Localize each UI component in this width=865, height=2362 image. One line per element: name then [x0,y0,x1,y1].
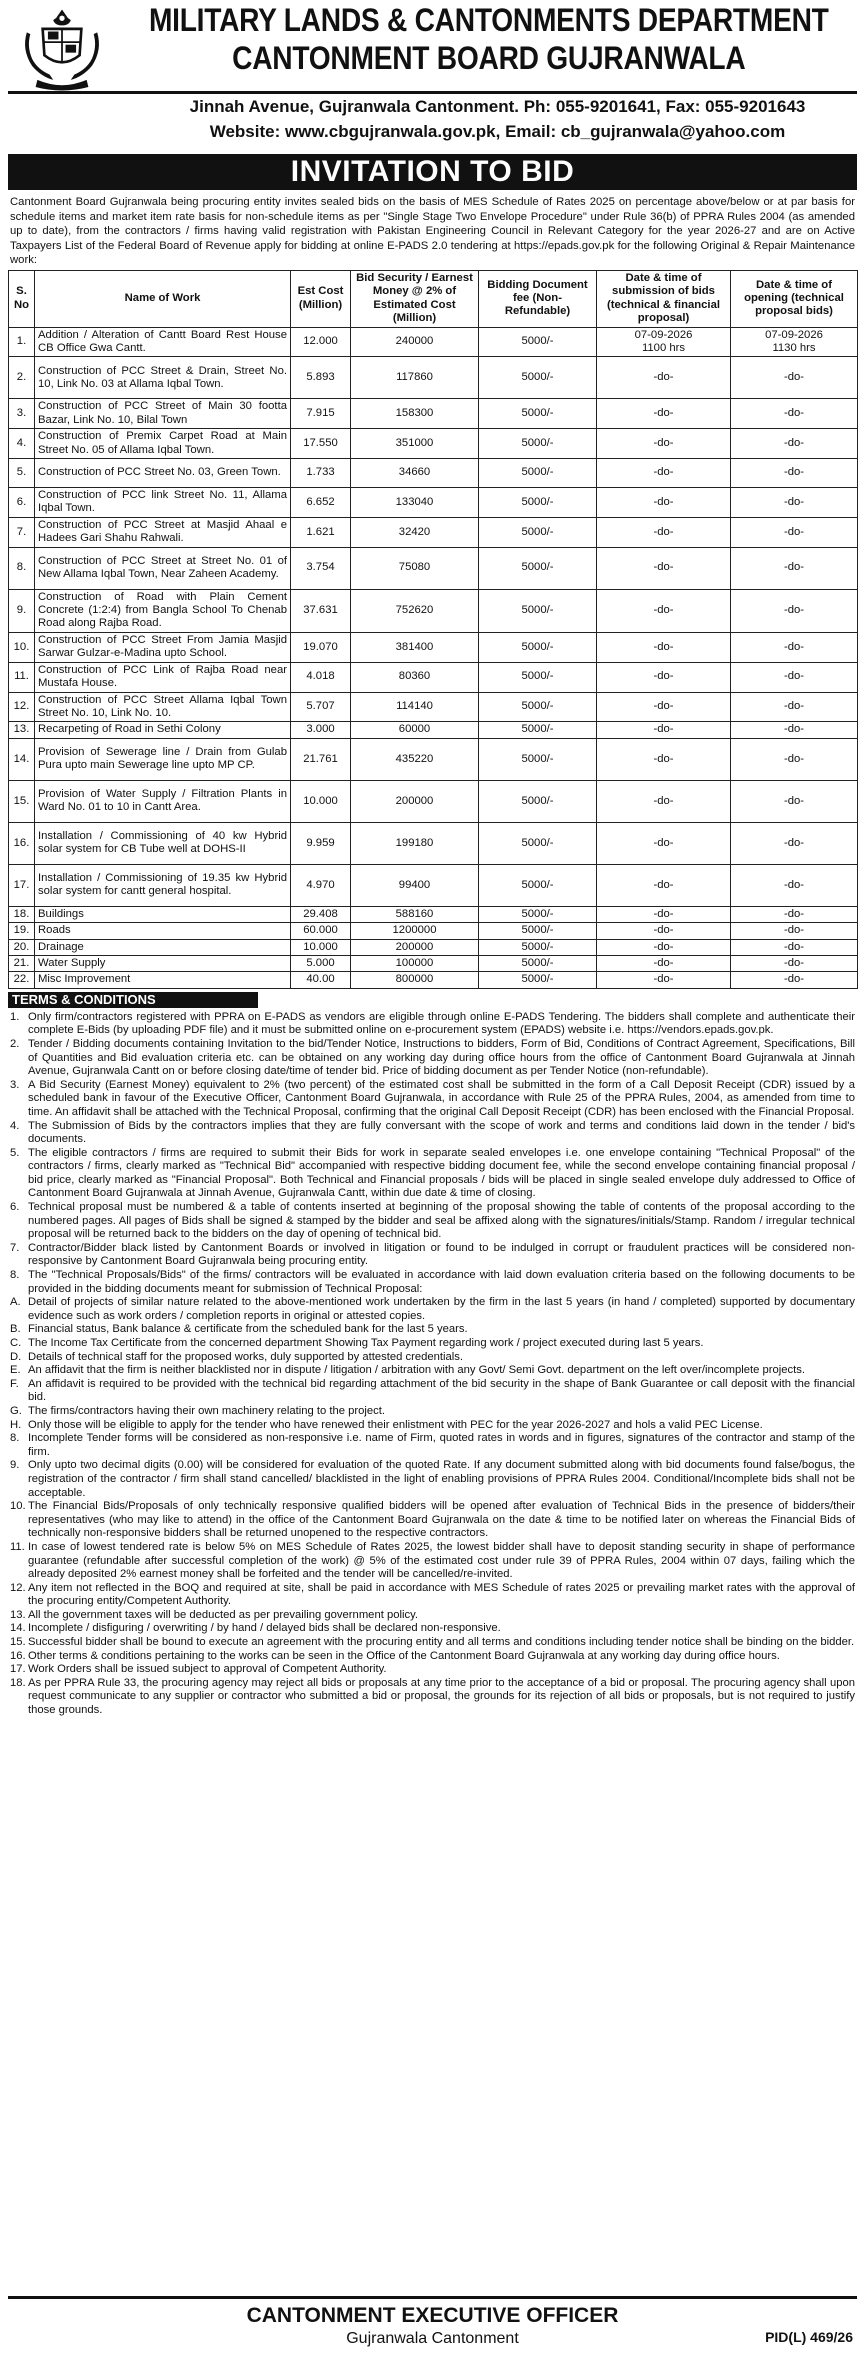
cell-sno: 3. [9,399,35,429]
cell-submission-date: -do- [597,662,731,692]
cell-document-fee: 5000/- [479,923,597,939]
header-submission-date: Date & time of submission of bids (technical & financial proposal) [597,270,731,327]
term-text: Financial status, Bank balance & certificate from the scheduled bank for the last 5 years. [28,1323,468,1336]
cell-name-of-work: Construction of PCC Street No. 03, Green Town. [35,459,291,488]
cell-document-fee: 5000/- [479,632,597,662]
cell-name-of-work: Construction of PCC Street & Drain, Street No. 10, Link No. 03 at Allama Iqbal Town. [35,357,291,399]
term-number: 11. [10,1540,25,1553]
cell-sno: 17. [9,864,35,906]
term-text: In case of lowest tendered rate is below 5% on MES Schedule of Rates 2025, the lowest bidder shall have to deposit standing security in shape of performance guarantee (refundable after successful completion of the work) @ 5% of the estimated cost under rule 39 of PPRA Rules, 2004 within 07 days, failing which the already deposited 2% earnest money shall be forfeited and the tender will be cancelled/re-invited. [28,1540,855,1581]
cell-document-fee: 5000/- [479,692,597,722]
cell-sno: 12. [9,692,35,722]
cell-bid-security: 200000 [351,939,479,955]
term-item [10,1337,855,1351]
cell-bid-security: 199180 [351,822,479,864]
cell-est-cost: 3.754 [291,547,351,589]
term-text: The eligible contractors / firms are required to submit their Bids for work in separate sealed envelopes i.e. one envelope containing "Technical Proposal" of the contractors / firms, clearly marked as "Technical Bid" accompanied with respective bidding document fee, while the second envelope containing financial proposal / bid price, clearly marked as "Financial Proposal". Both Technical and Financial proposals / bids will be placed in single sealed envelope duly addressed to Office of Cantonment Board Gujranwala at Jinnah Avenue, Gujranwala Cantt, within due date & time of closing. [28,1146,855,1200]
term-text: The Submission of Bids by the contractors implies that they are fully conversant with the scope of work and terms and conditions laid down in the tender / bid's documents. [28,1119,855,1146]
cell-name-of-work: Construction of PCC Street at Street No. 01 of New Allama Iqbal Town, Near Zaheen Academy. [35,547,291,589]
cell-bid-security: 435220 [351,738,479,780]
cell-opening-date: -do- [731,429,858,459]
signatory-title: CANTONMENT EXECUTIVE OFFICER [246,2304,619,2327]
cell-name-of-work: Water Supply [35,955,291,971]
cell-est-cost: 1.621 [291,517,351,547]
cell-name-of-work: Roads [35,923,291,939]
cell-sno: 14. [9,738,35,780]
cell-document-fee: 5000/- [479,517,597,547]
cell-est-cost: 17.550 [291,429,351,459]
cell-submission-date: -do- [597,692,731,722]
cell-name-of-work: Construction of PCC Street at Masjid Ahaal e Hadees Gari Shahu Rahwali. [35,517,291,547]
table-row [9,459,858,488]
cell-name-of-work: Construction of PCC Link of Rajba Road near Mustafa House. [35,662,291,692]
table-row [9,955,858,971]
cell-document-fee: 5000/- [479,906,597,922]
term-item [10,1609,855,1623]
cell-name-of-work: Construction of Premix Carpet Road at Main Street No. 05 of Allama Iqbal Town. [35,429,291,459]
cell-bid-security: 158300 [351,399,479,429]
term-text: The firms/contractors having their own machinery relating to the project. [28,1404,386,1417]
signatory-location: Gujranwala Cantonment [346,2330,519,2347]
cell-bid-security: 200000 [351,780,479,822]
cell-opening-date: -do- [731,780,858,822]
cell-sno: 10. [9,632,35,662]
table-row [9,399,858,429]
term-item [10,1500,855,1541]
term-text: Any item not reflected in the BOQ and required at site, shall be paid in accordance with MES Schedule of rates 2025 or prevailing market rates with the approval of the procuring entity/Competent Authority. [28,1581,855,1608]
cell-document-fee: 5000/- [479,589,597,632]
term-item [10,1405,855,1419]
cell-bid-security: 117860 [351,357,479,399]
cell-bid-security: 75080 [351,547,479,589]
cell-opening-date: 07-09-2026 1130 hrs [731,327,858,357]
term-number: 18. [10,1676,26,1689]
cell-name-of-work: Provision of Water Supply / Filtration Plants in Ward No. 01 to 10 in Cantt Area. [35,780,291,822]
cell-document-fee: 5000/- [479,822,597,864]
cell-document-fee: 5000/- [479,357,597,399]
term-number: 15. [10,1636,26,1649]
cell-bid-security: 80360 [351,662,479,692]
cell-est-cost: 40.00 [291,972,351,988]
cell-document-fee: 5000/- [479,939,597,955]
cell-document-fee: 5000/- [479,864,597,906]
term-text: A Bid Security (Earnest Money) equivalent to 2% (two percent) of the estimated cost shall be submitted in the form of a Call Deposit Receipt (CDR) issued by a scheduled bank in favour of the Executive Officer, Cantonment Board Gujranwala, in accordance with Rule 25 of the PPRA Rules, 2004, as amended from time to time. An affidavit shall be attached with the Technical Proposal, confirming that the original Call Deposit Receipt (CDR) has been enclosed with the Financial Proposal. [28,1078,855,1118]
cell-submission-date: -do- [597,488,731,518]
term-item [10,1677,855,1718]
term-text: Only firm/contractors registered with PPRA on E-PADS as vendors are eligible through online E-PADS Tendering. The bidders shall complete and authenticate their complete E-Bids (by uploading PDF file) and it must be submitted online on e-procurement system (EPADS) website i.e. https://vendors.epads.gov.pk. [28,1010,855,1037]
cell-name-of-work: Misc Improvement [35,972,291,988]
terms-list [10,1011,855,1718]
cell-document-fee: 5000/- [479,738,597,780]
cell-opening-date: -do- [731,722,858,738]
term-item [10,1201,855,1242]
cell-opening-date: -do- [731,864,858,906]
term-text: As per PPRA Rule 33, the procuring agency may reject all bids or proposals at any time prior to the acceptance of a bid or proposal. The procuring agency shall upon request communicate to any supplier or contractor who submitted a bid or proposal, the grounds for its rejection of all bids or proposals, but is not required to justify those grounds. [28,1676,855,1717]
term-number: 12. [10,1581,26,1594]
cell-opening-date: -do- [731,547,858,589]
term-text: Work Orders shall be issued subject to approval of Competent Authority. [28,1663,387,1676]
cell-est-cost: 12.000 [291,327,351,357]
cell-submission-date: -do- [597,822,731,864]
term-text: Technical proposal must be numbered & a table of contents inserted at beginning of the proposal showing the table of contents of the proposal according to the numbered pages. All pages of Bids shall be signed & stamped by the bidder and seal be affixed along with the signatures/initials/Stamp. Random / irregular technical proposal will be returned back to the bidders on the day of opening of technical bid. [28,1201,855,1241]
works-table-body [9,327,858,988]
term-item [10,1351,855,1365]
table-row [9,429,858,459]
term-number: 14. [10,1622,26,1635]
table-row [9,722,858,738]
term-item [10,1378,855,1405]
cell-name-of-work: Construction of PCC link Street No. 11, Allama Iqbal Town. [35,488,291,518]
term-item [10,1636,855,1650]
term-item [10,1242,855,1269]
term-number: 2. [10,1037,20,1050]
cell-submission-date: -do- [597,459,731,488]
cell-opening-date: -do- [731,459,858,488]
term-item [10,1364,855,1378]
term-number: 1. [10,1010,20,1023]
cell-submission-date: -do- [597,864,731,906]
cell-document-fee: 5000/- [479,780,597,822]
cell-submission-date: -do- [597,357,731,399]
table-row [9,864,858,906]
cell-est-cost: 7.915 [291,399,351,429]
term-number: F. [10,1377,19,1390]
cell-est-cost: 10.000 [291,780,351,822]
cell-name-of-work: Provision of Sewerage line / Drain from Gulab Pura upto main Sewerage line upto MP CP. [35,738,291,780]
cell-bid-security: 752620 [351,589,479,632]
cell-bid-security: 34660 [351,459,479,488]
cell-submission-date: -do- [597,972,731,988]
cell-opening-date: -do- [731,662,858,692]
term-text: Detail of projects of similar nature related to the above-mentioned work undertaken by the firm in the last 5 years (in hand / completed) supported by documentary evidence such as work orders / completion reports in original or attested copies. [28,1296,855,1322]
cell-bid-security: 588160 [351,906,479,922]
term-item [10,1296,855,1323]
office-address: Jinnah Avenue, Gujranwala Cantonment. Ph: 055-9201641, Fax: 055-9201643 [189,97,806,116]
cell-bid-security: 99400 [351,864,479,906]
term-item [10,1147,855,1201]
cell-submission-date: -do- [597,738,731,780]
term-number: 4. [10,1119,20,1132]
cell-opening-date: -do- [731,488,858,518]
cell-submission-date: -do- [597,429,731,459]
cell-document-fee: 5000/- [479,955,597,971]
pid-number: PID(L) 469/26 [765,2329,853,2345]
term-number: 8. [10,1269,20,1282]
cell-bid-security: 60000 [351,722,479,738]
cell-est-cost: 1.733 [291,459,351,488]
cell-submission-date: -do- [597,632,731,662]
cell-submission-date: 07-09-2026 1100 hrs [597,327,731,357]
cell-sno: 19. [9,923,35,939]
cell-document-fee: 5000/- [479,399,597,429]
term-number: C. [10,1337,22,1349]
cell-document-fee: 5000/- [479,488,597,518]
cell-bid-security: 100000 [351,955,479,971]
table-row [9,517,858,547]
cell-submission-date: -do- [597,955,731,971]
term-number: 9. [10,1459,20,1472]
cell-document-fee: 5000/- [479,722,597,738]
term-number: H. [10,1418,22,1431]
term-number: 8. [10,1432,20,1445]
cell-opening-date: -do- [731,692,858,722]
intro-paragraph: Cantonment Board Gujranwala being procuring entity invites sealed bids on the basis of MES Schedule of Rates 2025 on percentage above/below or at par basis for schedule items and market item rate basis for non-schedule items as per "Single Stage Two Envelope Procedure" under Rule 36(b) of PPRA Rules 2004 (as amended up to date), from the contractors / firms having valid registration with Pakistan Engineering Council in Relevant Category for the year 2026-27 and are on Active Taxpayers List of the Federal Board of Revenue apply for bidding at online E-PADS 2.0 tendering at https://epads.gov.pk for the following Original & Repair Maintenance work: [10,196,855,267]
cell-est-cost: 9.959 [291,822,351,864]
term-item [10,1432,855,1459]
term-text: Contractor/Bidder black listed by Cantonment Boards or involved in litigation or found to be indulged in corrupt or fraudulent practices will be considered non-responsive by Cantonment Board Gujranwala being procuring entity. [28,1241,855,1268]
cell-name-of-work: Buildings [35,906,291,922]
cell-est-cost: 5.893 [291,357,351,399]
cell-bid-security: 32420 [351,517,479,547]
cell-bid-security: 114140 [351,692,479,722]
header-name-of-work: Name of Work [35,270,291,327]
cell-submission-date: -do- [597,399,731,429]
header-est-cost: Est Cost (Million) [291,270,351,327]
table-row [9,547,858,589]
term-text: An affidavit is required to be provided with the technical bid regarding attachment of the bid security in the shape of Bank Guarantee or call deposit with the financial bid. [28,1377,855,1404]
cell-opening-date: -do- [731,906,858,922]
cell-bid-security: 240000 [351,327,479,357]
table-row [9,488,858,518]
table-row [9,357,858,399]
term-text: Tender / Bidding documents containing Invitation to the bid/Tender Notice, Instructions to bidders, Form of Bid, Conditions of Contract Agreement, Specifications, Bill of Quantities and Bid evaluation criteria etc. can be obtained on any working day during office hours from the office of Cantonment Board Gujranwala at Jinnah Avenue, Gujranwala Cantt on or before closing date/time of tender bid. Price of bidding document as per Tender Notice (non-refundable). [28,1037,855,1078]
term-number: D. [10,1350,22,1363]
cell-submission-date: -do- [597,722,731,738]
table-row [9,939,858,955]
cell-opening-date: -do- [731,399,858,429]
cell-submission-date: -do- [597,547,731,589]
term-text: Only those will be eligible to apply for the tender who have renewed their enlistment with PEC for the year 2026-2027 and hols a valid PEC License. [28,1418,763,1431]
cell-name-of-work: Construction of PCC Street From Jamia Masjid Sarwar Gulzar-e-Madina upto School. [35,632,291,662]
term-number: B. [10,1323,21,1336]
cell-est-cost: 60.000 [291,923,351,939]
cell-name-of-work: Installation / Commissioning of 40 kw Hybrid solar system for CB Tube well at DOHS-II [35,822,291,864]
notice-header [8,0,857,154]
board-name: CANTONMENT BOARD GUJRANWALA [232,40,746,76]
works-table [8,270,858,989]
cell-document-fee: 5000/- [479,429,597,459]
term-item [10,1582,855,1609]
term-item [10,1323,855,1337]
table-row [9,822,858,864]
notice-footer [8,2296,857,2362]
cell-submission-date: -do- [597,906,731,922]
table-row [9,327,858,357]
term-text: Other terms & conditions pertaining to the works can be seen in the Office of the Cantonment Board Gujranwala at any working day during office hours. [28,1649,780,1662]
cell-sno: 11. [9,662,35,692]
cell-document-fee: 5000/- [479,327,597,357]
cell-sno: 7. [9,517,35,547]
cell-opening-date: -do- [731,972,858,988]
cell-submission-date: -do- [597,517,731,547]
header-opening-date: Date & time of opening (technical proposal bids) [731,270,858,327]
header-divider [8,91,857,94]
cell-sno: 21. [9,955,35,971]
cell-opening-date: -do- [731,517,858,547]
cell-name-of-work: Construction of Road with Plain Cement Concrete (1:2:4) from Bangla School To Chenab Road along Rajba Road. [35,589,291,632]
cell-opening-date: -do- [731,923,858,939]
cell-bid-security: 351000 [351,429,479,459]
cell-opening-date: -do- [731,822,858,864]
cell-sno: 4. [9,429,35,459]
cell-document-fee: 5000/- [479,972,597,988]
cell-document-fee: 5000/- [479,459,597,488]
cell-est-cost: 4.970 [291,864,351,906]
term-item [10,1622,855,1636]
term-text: Details of technical staff for the proposed works, duly supported by attested credentials. [28,1350,464,1363]
cell-name-of-work: Addition / Alteration of Cantt Board Rest House CB Office Gwa Cantt. [35,327,291,357]
term-text: The Financial Bids/Proposals of only technically responsive qualified bidders will be opened after evaluation of Technical Bids in the presence of bidders/their representatives (who may like to attend) in the office of the Cantonment Board Gujranwala on the date & time to be notified later on whereas the Financial Bids of technically non-responsive bidders shall be returned unopened to the respective contractors. [28,1500,855,1540]
cell-est-cost: 10.000 [291,939,351,955]
cell-opening-date: -do- [731,357,858,399]
term-text: An affidavit that the firm is neither blacklisted nor in dispute / litigation / arbitration with any Govt/ Semi Govt. department on the left over/incomplete projects. [28,1364,806,1377]
term-item [10,1079,855,1120]
table-row [9,589,858,632]
cell-document-fee: 5000/- [479,662,597,692]
cell-submission-date: -do- [597,939,731,955]
cell-document-fee: 5000/- [479,547,597,589]
cell-est-cost: 6.652 [291,488,351,518]
cell-submission-date: -do- [597,923,731,939]
header-bid-security: Bid Security / Earnest Money @ 2% of Estimated Cost (Million) [351,270,479,327]
term-item [10,1459,855,1500]
cell-name-of-work: Drainage [35,939,291,955]
term-number: E. [10,1364,21,1377]
cell-name-of-work: Construction of PCC Street of Main 30 footta Bazar, Link No. 10, Bilal Town [35,399,291,429]
pakistan-state-emblem-icon [18,6,106,94]
cell-name-of-work: Construction of PCC Street Allama Iqbal Town Street No. 10, Link No. 10. [35,692,291,722]
cell-est-cost: 21.761 [291,738,351,780]
table-row [9,632,858,662]
cell-sno: 1. [9,327,35,357]
cell-sno: 6. [9,488,35,518]
cell-bid-security: 133040 [351,488,479,518]
term-number: 5. [10,1146,20,1159]
cell-opening-date: -do- [731,589,858,632]
cell-est-cost: 4.018 [291,662,351,692]
cell-est-cost: 29.408 [291,906,351,922]
cell-est-cost: 19.070 [291,632,351,662]
cell-opening-date: -do- [731,939,858,955]
term-text: The Income Tax Certificate from the concerned department Showing Tax Payment regarding work / project executed during last 5 years. [28,1337,704,1349]
cell-opening-date: -do- [731,632,858,662]
table-row [9,662,858,692]
term-text: All the government taxes will be deducted as per prevailing government policy. [28,1608,419,1621]
table-header-row [9,270,858,327]
term-text: Incomplete / disfiguring / overwriting / by hand / delayed bids shall be declared non-responsive. [28,1622,501,1635]
header-document-fee: Bidding Document fee (Non-Refundable) [479,270,597,327]
table-row [9,972,858,988]
term-number: G. [10,1404,22,1417]
cell-submission-date: -do- [597,780,731,822]
cell-est-cost: 5.707 [291,692,351,722]
term-item [10,1011,855,1038]
term-number: 16. [10,1649,26,1662]
term-text: The "Technical Proposals/Bids" of the firms/ contractors will be evaluated in accordance with laid down evaluation criteria based on the following documents to be provided in the bidding documents meant for submission of Technical Proposal: [28,1269,855,1295]
cell-sno: 22. [9,972,35,988]
cell-sno: 15. [9,780,35,822]
cell-sno: 13. [9,722,35,738]
department-name: MILITARY LANDS & CANTONMENTS DEPARTMENT [148,2,829,38]
cell-sno: 20. [9,939,35,955]
term-number: 6. [10,1201,20,1214]
term-number: A. [10,1296,21,1309]
cell-opening-date: -do- [731,738,858,780]
term-item [10,1038,855,1079]
header-sno: S. No [9,270,35,327]
term-item [10,1663,855,1677]
cell-sno: 18. [9,906,35,922]
term-item [10,1419,855,1433]
term-number: 17. [10,1663,26,1676]
cell-bid-security: 800000 [351,972,479,988]
term-item [10,1269,855,1296]
cell-est-cost: 5.000 [291,955,351,971]
cell-sno: 8. [9,547,35,589]
term-item [10,1120,855,1147]
cell-sno: 2. [9,357,35,399]
cell-submission-date: -do- [597,589,731,632]
term-number: 13. [10,1608,26,1621]
term-item [10,1650,855,1664]
cell-est-cost: 3.000 [291,722,351,738]
term-text: Incomplete Tender forms will be considered as non-responsive i.e. name of Firm, quoted rates in words and in figures, signatures of the contractor and stamp of the firm. [28,1432,855,1458]
cell-opening-date: -do- [731,955,858,971]
terms-title: TERMS & CONDITIONS [8,992,258,1008]
website-email: Website: www.cbgujranwala.gov.pk, Email: cb_gujranwala@yahoo.com [209,122,786,141]
cell-sno: 9. [9,589,35,632]
cell-sno: 5. [9,459,35,488]
cell-sno: 16. [9,822,35,864]
cell-bid-security: 1200000 [351,923,479,939]
table-row [9,923,858,939]
notice-title: INVITATION TO BID [8,154,857,190]
cell-name-of-work: Recarpeting of Road in Sethi Colony [35,722,291,738]
term-number: 10. [10,1500,26,1513]
cell-est-cost: 37.631 [291,589,351,632]
term-text: Only upto two decimal digits (0.00) will be considered for evaluation of the quoted Rate. If any document submitted along with bid documents found false/bogus, the registration of the contractor / firm shall stand cancelled/ blacklisted in the light of enabling provisions of PPRA Rules 2004. Conditional/Incomplete bids shall not be acceptable. [28,1459,855,1499]
table-row [9,738,858,780]
table-row [9,692,858,722]
term-number: 7. [10,1241,20,1254]
cell-name-of-work: Installation / Commissioning of 19.35 kw Hybrid solar system for cantt general hospital. [35,864,291,906]
term-item [10,1541,855,1582]
table-row [9,780,858,822]
cell-bid-security: 381400 [351,632,479,662]
term-text: Successful bidder shall be bound to execute an agreement with the procuring entity and all terms and conditions including tender notice shall be binding on the bidder. [28,1636,855,1649]
table-row [9,906,858,922]
term-number: 3. [10,1078,20,1091]
